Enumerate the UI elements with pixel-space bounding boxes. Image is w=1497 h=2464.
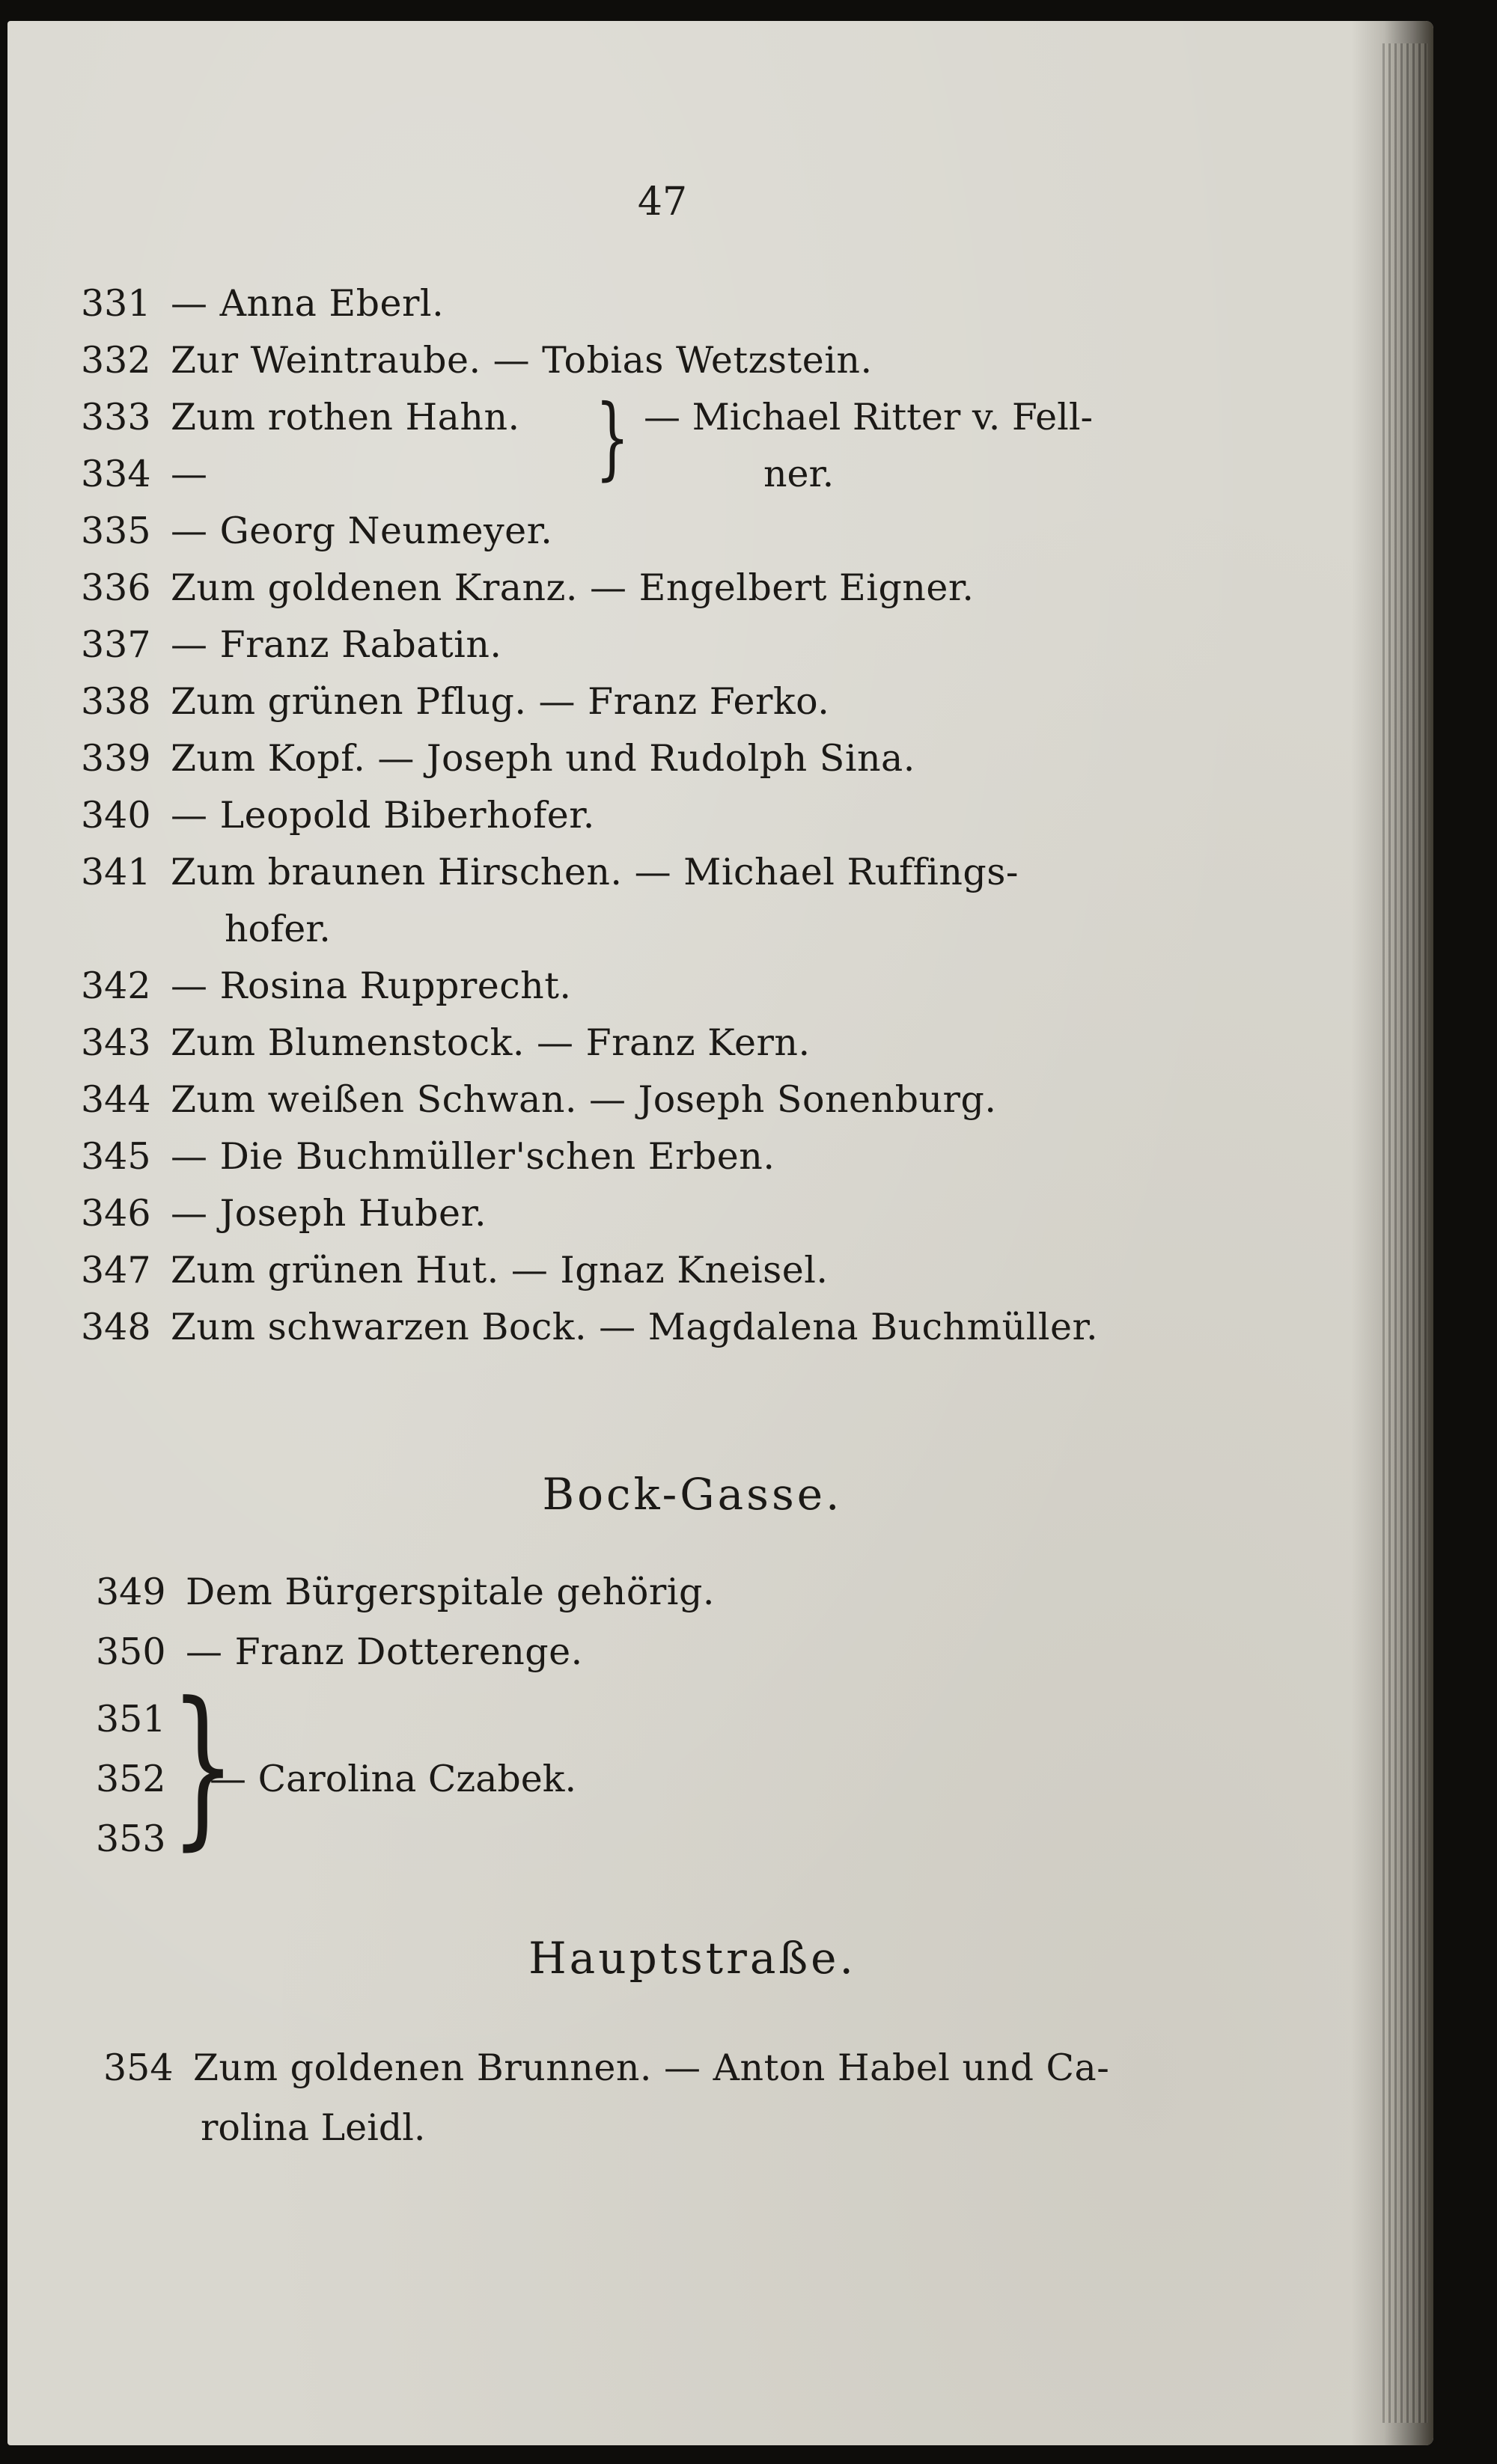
page-number: 47 (637, 180, 688, 224)
list-item: 334 — (81, 453, 208, 495)
list-item: 350 — Franz Dotterenge. (96, 1630, 583, 1673)
book-page (7, 21, 1433, 2445)
list-item: 345 — Die Buchmüller'schen Erben. (81, 1135, 775, 1178)
list-item: 354 Zum goldenen Brunnen. — Anton Habel und Ca- (103, 2046, 1110, 2089)
section-heading-hauptstrasse: Hauptstraße. (528, 1933, 856, 1984)
list-item: 348 Zum schwarzen Bock. — Magdalena Buchmüller. (81, 1306, 1099, 1348)
group-owner-line1: — Michael Ritter v. Fell- (644, 396, 1094, 438)
list-item: 349 Dem Bürgerspitale gehörig. (96, 1571, 715, 1613)
list-item: 342 — Rosina Rupprecht. (81, 964, 572, 1007)
list-item: 339 Zum Kopf. — Joseph und Rudolph Sina. (81, 737, 915, 780)
list-item-number: 352 (96, 1758, 166, 1800)
list-item: 333 Zum rothen Hahn. (81, 396, 520, 438)
list-item-continuation: rolina Leidl. (201, 2106, 426, 2149)
list-item: 336 Zum goldenen Kranz. — Engelbert Eigner. (81, 566, 975, 609)
brace-icon: } (595, 386, 630, 490)
section-heading-bock-gasse: Bock-Gasse. (542, 1469, 843, 1520)
group-owner-line2: ner. (763, 453, 835, 495)
list-item-number: 353 (96, 1818, 166, 1860)
list-item: 331 — Anna Eberl. (81, 282, 445, 325)
list-item-number: 351 (96, 1698, 166, 1740)
group-owner: — Carolina Czabek. (210, 1758, 577, 1800)
list-item: 340 — Leopold Biberhofer. (81, 794, 595, 837)
list-item: 346 — Joseph Huber. (81, 1192, 487, 1235)
entry-list (7, 21, 1433, 2445)
list-item: 344 Zum weißen Schwan. — Joseph Sonenburg. (81, 1078, 997, 1121)
list-item-continuation: hofer. (225, 908, 331, 950)
list-item: 341 Zum braunen Hirschen. — Michael Ruffings- (81, 851, 1019, 893)
list-item: 337 — Franz Rabatin. (81, 623, 502, 666)
list-item: 332 Zur Weintraube. — Tobias Wetzstein. (81, 339, 873, 382)
list-item: 343 Zum Blumenstock. — Franz Kern. (81, 1021, 811, 1064)
list-item: 338 Zum grünen Pflug. — Franz Ferko. (81, 680, 830, 723)
list-item: 347 Zum grünen Hut. — Ignaz Kneisel. (81, 1249, 829, 1291)
list-item: 335 — Georg Neumeyer. (81, 510, 553, 552)
brace-icon: } (170, 1666, 237, 1866)
